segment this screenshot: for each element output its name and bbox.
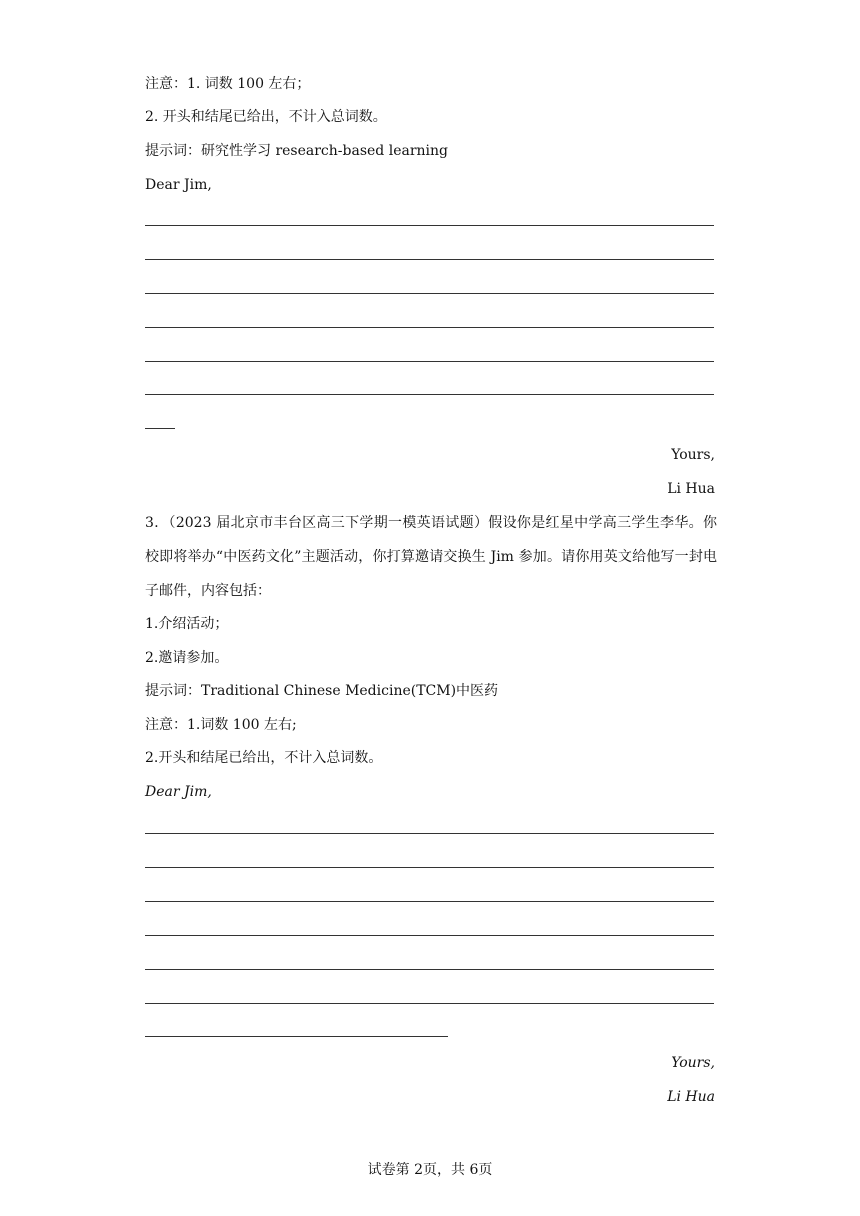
answer-line-medium <box>145 1036 448 1037</box>
answer-line-short <box>145 428 175 429</box>
section2-note-1: 注意：1. 词数 100 左右； <box>145 76 311 92</box>
question3-greeting: Dear Jim, <box>145 784 212 800</box>
section2-hint: 提示词：研究性学习 research-based learning <box>145 143 448 159</box>
question3-note-1: 注意：1.词数 100 左右; <box>145 717 297 733</box>
answer-line <box>145 225 714 226</box>
question3-item-2: 2.邀请参加。 <box>145 650 229 666</box>
question3-note-2: 2.开头和结尾已给出，不计入总词数。 <box>145 750 383 766</box>
section2-signature: Li Hua <box>667 481 715 497</box>
answer-line <box>145 969 714 970</box>
section2-note-2: 2. 开头和结尾已给出，不计入总词数。 <box>145 109 387 125</box>
answer-line <box>145 1003 714 1004</box>
section2-greeting: Dear Jim, <box>145 177 212 193</box>
question3-signature: Li Hua <box>667 1089 715 1105</box>
question3-item-1: 1.介绍活动； <box>145 616 229 632</box>
page-footer: 试卷第 2页，共 6页 <box>367 1162 493 1178</box>
answer-line <box>145 394 714 395</box>
answer-line <box>145 259 714 260</box>
question3-closing: Yours, <box>671 1055 715 1071</box>
answer-line <box>145 361 714 362</box>
answer-line <box>145 901 714 902</box>
answer-line <box>145 833 714 834</box>
answer-line <box>145 867 714 868</box>
question3-prompt: 3．（2023 届北京市丰台区高三下学期一模英语试题）假设你是红星中学高三学生李华。你校即将举办“中医药文化”主题活动，你打算邀请交换生 Jim 参加。请你用英文给他写一封电子邮件，内容包括： <box>145 515 717 599</box>
answer-line <box>145 327 714 328</box>
question3-hint: 提示词：Traditional Chinese Medicine(TCM)中医药 <box>145 683 499 699</box>
section2-closing: Yours, <box>671 447 715 463</box>
answer-line <box>145 935 714 936</box>
answer-line <box>145 293 714 294</box>
